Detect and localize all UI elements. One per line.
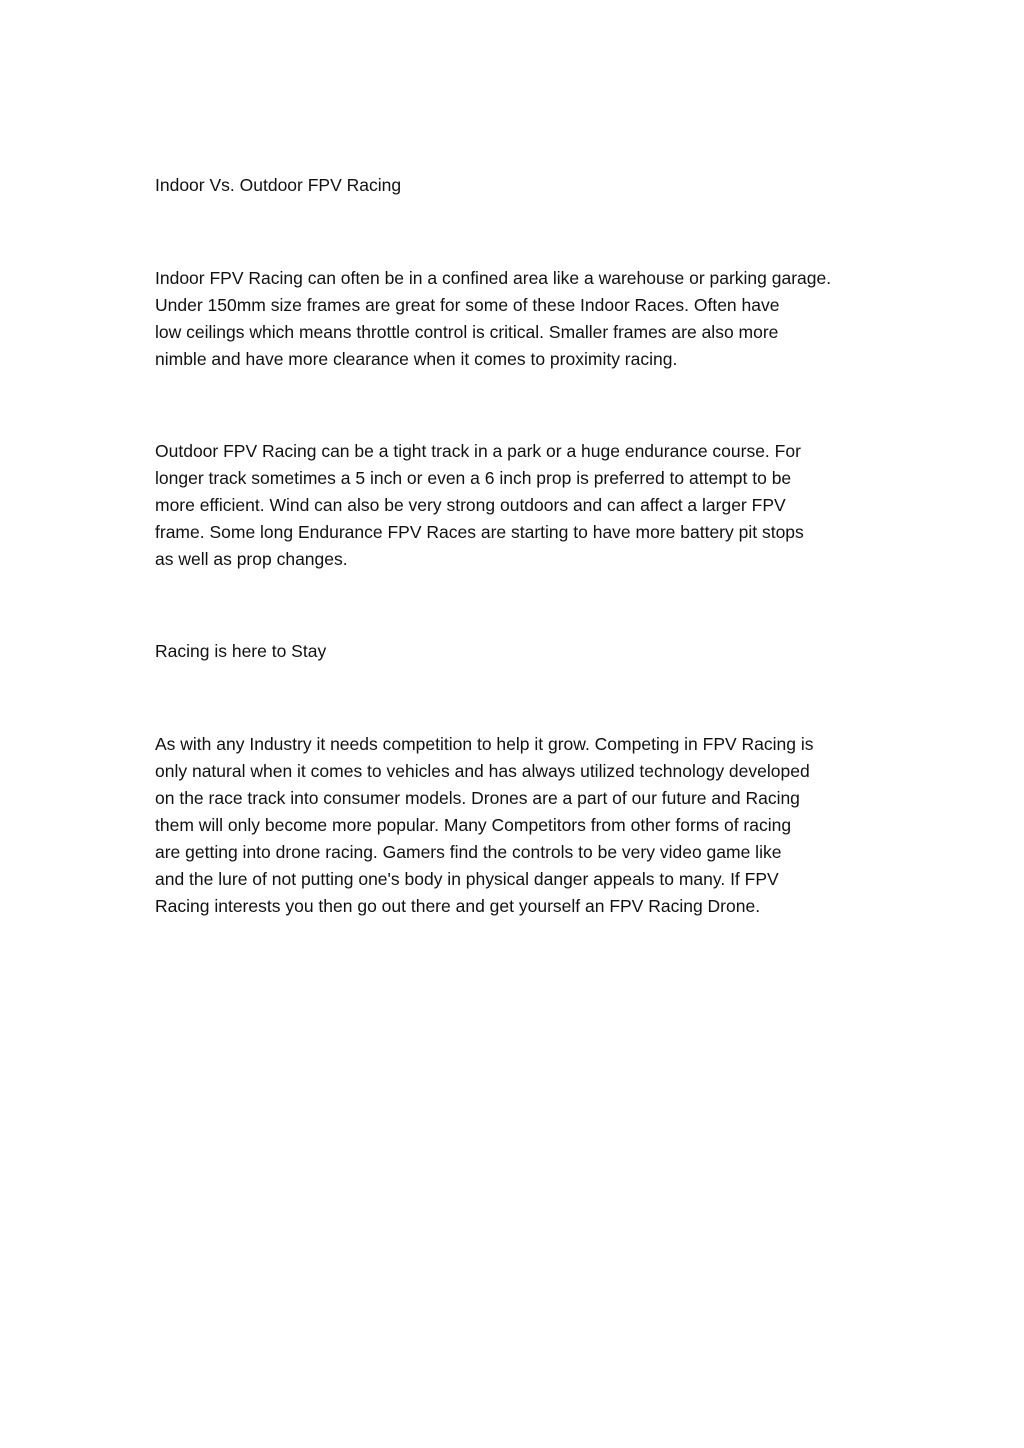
text-line: Indoor FPV Racing can often be in a confined area like a warehouse or parking garage.: [155, 268, 832, 288]
text-line: longer track sometimes a 5 inch or even a 6 inch prop is preferred to attempt to be: [155, 468, 792, 488]
spacer: [155, 373, 915, 438]
text-line: Under 150mm size frames are great for some of these Indoor Races. Often have: [155, 295, 780, 315]
text-line: only natural when it comes to vehicles and has always utilized technology developed: [155, 761, 810, 781]
text-line: Racing interests you then go out there and get yourself an FPV Racing Drone.: [155, 896, 761, 916]
spacer: [155, 665, 915, 731]
section-heading-racing-here-to-stay: Racing is here to Stay: [155, 641, 327, 661]
text-line: and the lure of not putting one's body in physical danger appeals to many. If FPV: [155, 869, 779, 889]
text-line: are getting into drone racing. Gamers find the controls to be very video game like: [155, 842, 782, 862]
text-line: As with any Industry it needs competition to help it grow. Competing in FPV Racing is: [155, 734, 814, 754]
text-line: low ceilings which means throttle control is critical. Smaller frames are also more: [155, 322, 779, 342]
document-body: [155, 172, 915, 920]
spacer: [155, 573, 915, 638]
text-line: more efficient. Wind can also be very strong outdoors and can affect a larger FPV: [155, 495, 786, 515]
section-heading-indoor-vs-outdoor: Indoor Vs. Outdoor FPV Racing: [155, 175, 402, 195]
text-line: nimble and have more clearance when it comes to proximity racing.: [155, 349, 678, 369]
text-line: on the race track into consumer models. Drones are a part of our future and Racing: [155, 788, 800, 808]
text-line: Outdoor FPV Racing can be a tight track in a park or a huge endurance course. For: [155, 441, 801, 461]
paragraph-outdoor-racing: [155, 438, 915, 573]
paragraph-indoor-racing: [155, 265, 915, 373]
text-line: as well as prop changes.: [155, 549, 348, 569]
paragraph-competition: [155, 731, 915, 920]
text-line: them will only become more popular. Many Competitors from other forms of racing: [155, 815, 792, 835]
text-line: frame. Some long Endurance FPV Races are starting to have more battery pit stops: [155, 522, 804, 542]
spacer: [155, 199, 915, 265]
